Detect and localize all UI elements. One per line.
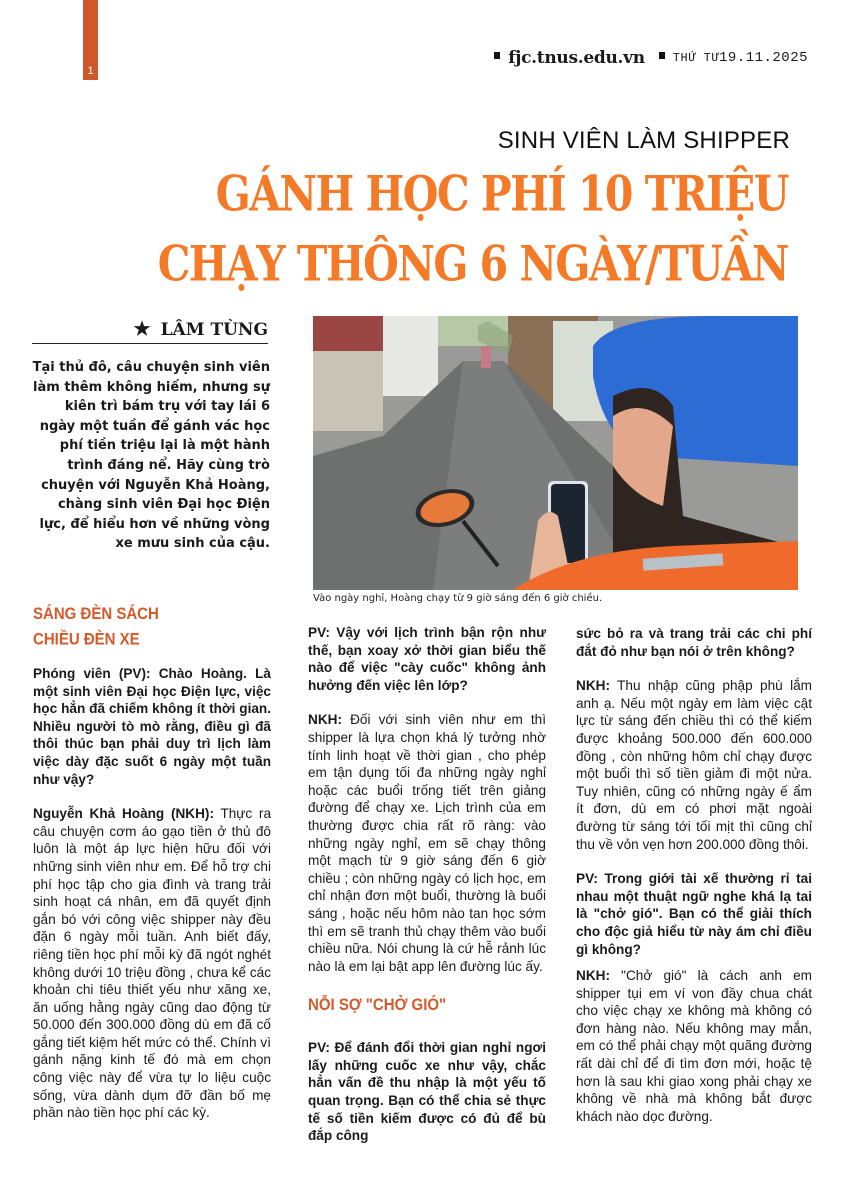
photo-caption: Vào ngày nghỉ, Hoàng chạy từ 9 giờ sáng đến 6 giờ chiều. — [313, 593, 603, 604]
answer-text: Thực ra câu chuyện cơm áo gạo tiền ở thủ đô luôn là một áp lực hiện hữu đối với những sinh viên như em. Để hỗ trợ chi phí học tập cho gia đình và trang trải sinh hoạt cá nhân, em đã quyết định gắn bó với công việc shipper này đều đặn 6 ngày mỗi tuần. Anh biết đấy, riêng tiền học phí mỗi kỳ đã ngót nghét không dưới 10 triệu đồng , chưa kể các khoản chi tiêu thiết yếu như xăng xe, ăn uống hằng ngày cũng dao động từ 50.000 đến 300.000 đồng dù em đã cố gắng tiết kiệm hết mức có thể. Chính vì gánh nặng kinh tế đó mà em chọn công việc này để vừa tự lo liệu cuộc sống, vừa dành dụm đỡ đần bố mẹ phần nào tiền học phí các kỳ. — [33, 806, 272, 1121]
interview-answer — [33, 805, 271, 1122]
column-2 — [308, 624, 546, 1162]
section-heading-2: NỖI SỢ "CHỞ GIÓ" — [308, 995, 447, 1015]
speaker-label: NKH: — [576, 678, 610, 694]
interview-question: PV: Vậy với lịch trình bận rộn như thế, bạn xoay xở thời gian biểu thế nào để việc "cày cuốc" không ảnh hưởng đến việc lên lớp? — [308, 625, 546, 693]
interview-question-part-2: sức bỏ ra và trang trải các chi phí đắt đỏ như bạn nói ở trên không? — [576, 626, 812, 659]
interview-question: PV: Trong giới tài xế thường rỉ tai nhau một thuật ngữ nghe khá lạ tai là "chở gió". Bạn có thể giải thích cho độc giả hiểu từ này ám chỉ điều gì không? — [576, 871, 812, 957]
speaker-label: NKH: — [576, 968, 610, 984]
section-heading-1: SÁNG ĐÈN SÁCH CHIỀU ĐÈN XE — [33, 604, 159, 650]
column-1 — [33, 601, 271, 1139]
column-3 — [576, 625, 812, 1142]
author-name: LÂM TÙNG — [160, 320, 268, 340]
page-number: 1 — [87, 65, 94, 77]
answer-text: Đối với sinh viên như em thì shipper là lựa chọn khá lý tưởng nhờ tính linh hoạt về thời gian , cho phép em tận dụng tối đa những ngày nghỉ hoặc các buổi trống tiết trên giảng đường để chạy xe. Lịch trình của em thường được chia rất rõ ràng: vào những ngày nghỉ, em sẽ chạy thông một mạch từ 9 giờ sáng đến 6 giờ chiều ; còn những ngày có lịch học, em chỉ nhận đơn một buổi, thường là buổi sáng , hoặc nếu hôm nào tan học sớm thì em sẽ tranh thủ chạy thêm vào buổi chiều nữa. Nói chung là cứ hễ rảnh lúc nào là em lại bật app lên đường lúc ấy. — [308, 712, 546, 974]
lead-paragraph: Tại thủ đô, câu chuyện sinh viên làm thêm không hiếm, nhưng sự kiên trì bám trụ với tay lái 6 ngày một tuần để gánh vác học phí tiền triệu lại là một hành trình đáng nể. Hãy cùng trò chuyện với Nguyễn Khả Hoàng, chàng sinh viên Đại học Điện lực, để hiểu hơn về những vòng xe mưu sinh của cậu. — [32, 360, 270, 552]
speaker-label: NKH: — [308, 712, 342, 728]
interview-answer — [576, 967, 812, 1125]
kicker: SINH VIÊN LÀM SHIPPER — [497, 127, 790, 154]
article-photo — [313, 316, 798, 590]
bullet-icon — [659, 52, 665, 59]
headline-line-2: CHẠY THÔNG 6 NGÀY/TUẦN — [157, 235, 788, 293]
interview-question-part-1: PV: Để đánh đổi thời gian nghỉ ngơi lấy những cuốc xe như vậy, chắc hẳn vấn đề thu nhập là một yếu tố quan trọng. Bạn có thể chia sẻ thực tế số tiền kiếm được có đủ để bù đắp công — [308, 1040, 546, 1144]
interview-answer — [308, 711, 546, 975]
bullet-icon — [494, 52, 500, 59]
answer-text: "Chở gió" là cách anh em shipper tụi em ví von đầy chua chát cho việc chạy xe không mà không có đơn hàng nào. Nếu không may mắn, em có thể phải chạy một quãng đường rất dài chỉ để đi tìm đơn mới, hoặc tệ hơn là sau khi giao xong phải chạy xe không về nhà mà không bắt được khách nào dọc đường. — [576, 968, 812, 1124]
interview-answer — [576, 677, 812, 853]
page-number-strip — [83, 0, 98, 80]
star-icon: ★ — [133, 318, 151, 340]
masthead — [494, 48, 808, 68]
site-name: fjc.tnus.edu.vn — [508, 48, 645, 68]
photo-illustration — [313, 316, 798, 590]
date-value: 19.11.2025 — [718, 50, 808, 66]
day-of-week: THỨ TƯ — [672, 51, 719, 65]
byline — [32, 318, 268, 344]
speaker-label: Nguyễn Khả Hoàng (NKH): — [33, 806, 214, 822]
answer-text: Thu nhập cũng phập phù lắm anh ạ. Nếu một ngày em làm việc cật lực từ sáng đến chiều thì có thể kiếm được khoảng 500.000 đến 600.000 đồng , còn những hôm chỉ chạy được một buổi thì số tiền giảm đi một nửa. Tuy nhiên, cũng có những ngày ế ẩm ít đơn, dù em có phơi mặt ngoài đường từ sáng tới tối mịt thì cũng chỉ thu về vỏn vẹn hơn 200.000 đồng thôi. — [576, 678, 812, 852]
issue-date — [673, 50, 808, 66]
interview-question: Phóng viên (PV): Chào Hoàng. Là một sinh viên Đại học Điện lực, việc học hẳn đã chiếm không ít thời gian. Nhiều người tò mò rằng, điều gì đã thôi thúc bạn phải duy trì lịch làm việc dày đặc suốt 6 ngày một tuần như vậy? — [33, 666, 271, 787]
headline-line-1: GÁNH HỌC PHÍ 10 TRIỆU — [215, 165, 788, 223]
